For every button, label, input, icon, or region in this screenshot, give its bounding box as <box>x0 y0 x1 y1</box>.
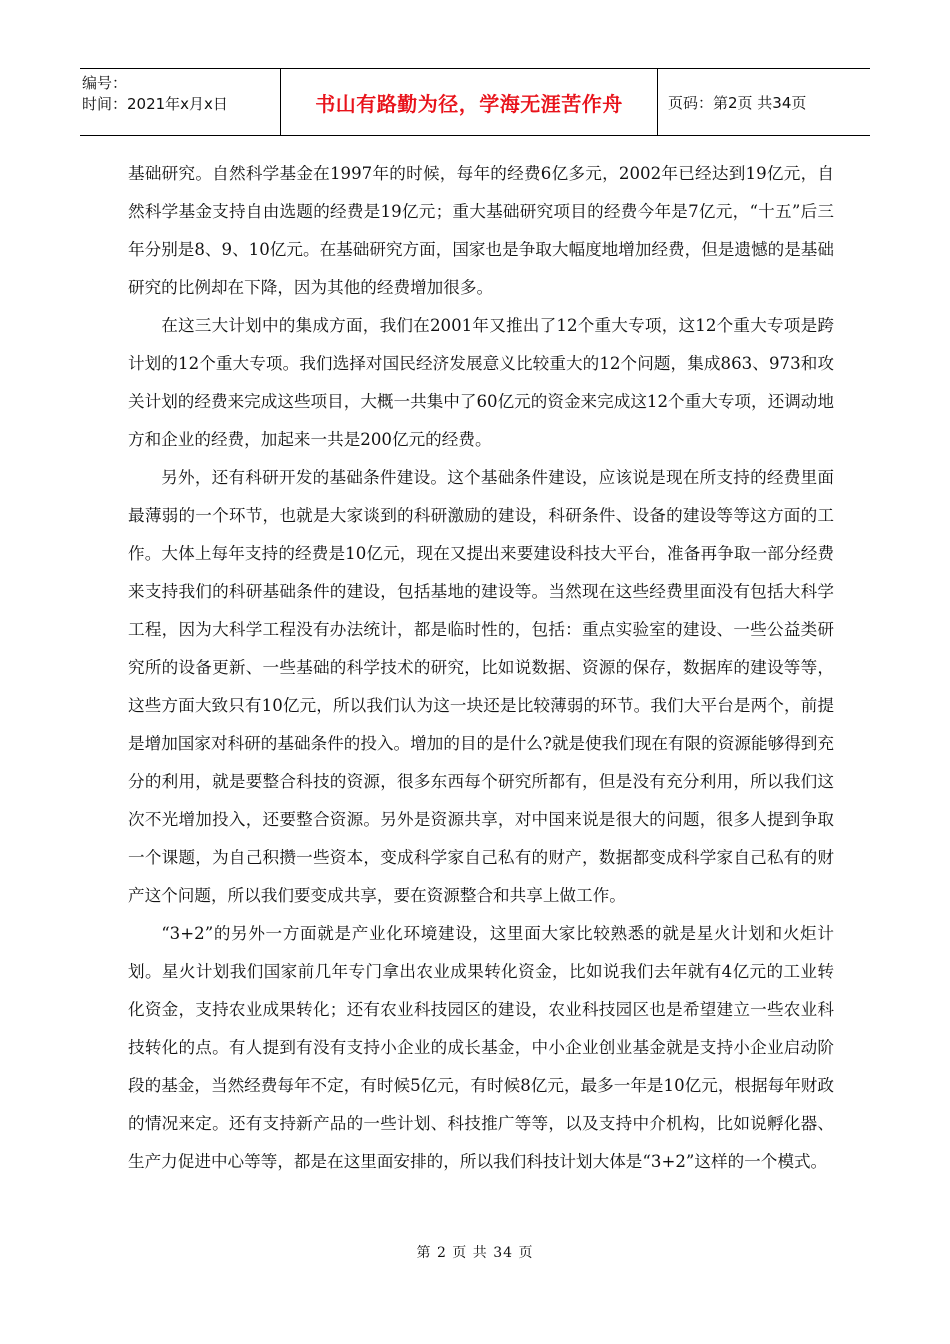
header-page-info: 页码：第2页 共34页 <box>668 93 807 112</box>
paragraph-industrialization: “3+2”的另外一方面就是产业化环境建设，这里面大家比较熟悉的就是星火计划和火炬计划。星火计划我们国家前几年专门拿出农业成果转化资金，比如说我们去年就有4亿元的工业转化资金，支持农业成果转化；还有农业科技园区的建设，农业科技园区也是希望建立一些农业科技转化的点。有人提到有没有支持小企业的成长基金，中小企业创业基金就是支持小企业启动阶段的基金，当然经费每年不定，有时候5亿元，有时候8亿元，最多一年是10亿元，根据每年财政的情况来定。还有支持新产品的一些计划、科技推广等等，以及支持中介机构，比如说孵化器、生产力促进中心等等，都是在这里面安排的，所以我们科技计划大体是“3+2”这样的一个模式。 <box>128 924 834 1171</box>
header-page-info-cell <box>658 69 870 135</box>
document-body <box>128 155 834 1181</box>
document-date: 时间：2021年x月x日 <box>82 95 228 113</box>
footer-page-number: 第 2 页 共 34 页 <box>416 1245 534 1261</box>
document-number-label: 编号： <box>82 74 128 92</box>
page-header <box>80 68 870 136</box>
paragraph-basic-research: 基础研究。自然科学基金在1997年的时候，每年的经费6亿多元，2002年已经达到19亿元，自然科学基金支持自由选题的经费是19亿元；重大基础研究项目的经费今年是7亿元，“十五”后三年分别是8、9、10亿元。在基础研究方面，国家也是争取大幅度地增加经费，但是遗憾的是基础研究的比例却在下降，因为其他的经费增加很多。 <box>128 164 834 297</box>
paragraph-infrastructure: 另外，还有科研开发的基础条件建设。这个基础条件建设，应该说是现在所支持的经费里面最薄弱的一个环节，也就是大家谈到的科研激励的建设，科研条件、设备的建设等等这方面的工作。大体上每年支持的经费是10亿元，现在又提出来要建设科技大平台，准备再争取一部分经费来支持我们的科研基础条件的建设，包括基地的建设等。当然现在这些经费里面没有包括大科学工程，因为大科学工程没有办法统计，都是临时性的，包括：重点实验室的建设、一些公益类研究所的设备更新、一些基础的科学技术的研究，比如说数据、资源的保存，数据库的建设等等，这些方面大致只有10亿元，所以我们认为这一块还是比较薄弱的环节。我们大平台是两个，前提是增加国家对科研的基础条件的投入。增加的目的是什么?就是使我们现在有限的资源能够得到充分的利用，就是要整合科技的资源，很多东西每个研究所都有，但是没有充分利用，所以我们这次不光增加投入，还要整合资源。另外是资源共享，对中国来说是很大的问题，很多人提到争取一个课题，为自己积攒一些资本，变成科学家自己私有的财产，数据都变成科学家自己私有的财产这个问题，所以我们要变成共享，要在资源整合和共享上做工作。 <box>128 468 834 905</box>
paragraph-major-projects: 在这三大计划中的集成方面，我们在2001年又推出了12个重大专项，这12个重大专项是跨计划的12个重大专项。我们选择对国民经济发展意义比较重大的12个问题，集成863、973和攻关计划的经费来完成这些项目，大概一共集中了60亿元的资金来完成这12个重大专项，还调动地方和企业的经费，加起来一共是200亿元的经费。 <box>128 316 834 449</box>
page-footer <box>0 1242 950 1262</box>
header-motto-cell <box>280 69 658 135</box>
header-meta <box>80 69 280 135</box>
header-motto: 书山有路勤为径，学海无涯苦作舟 <box>315 91 623 116</box>
